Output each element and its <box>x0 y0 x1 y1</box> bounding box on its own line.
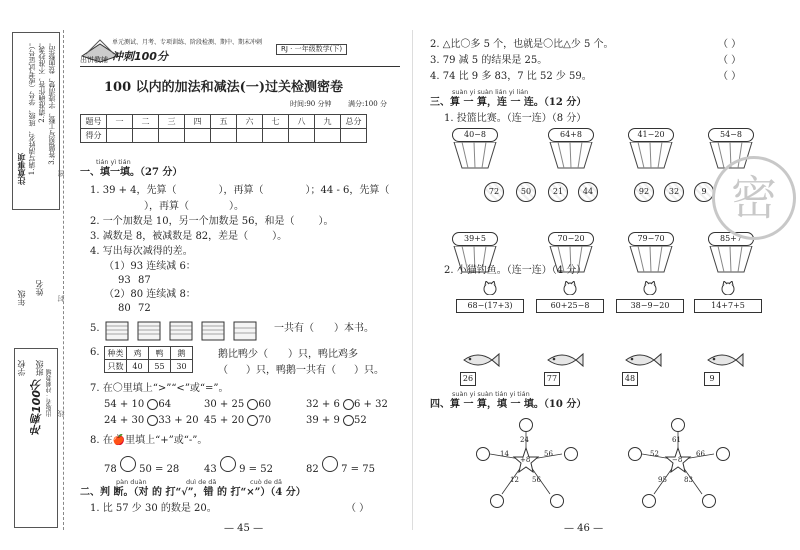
q6-text-d: ）只，鸭鹅一共有（ <box>246 365 336 376</box>
star1-br: 56 <box>532 476 541 484</box>
cat-expression: 14+7+5 <box>694 299 762 313</box>
q6-row-1: 40 <box>127 360 149 373</box>
q1-line2 <box>104 200 244 213</box>
school-label: 学校 <box>17 360 26 376</box>
s4-heading: 四、算 一 算，填 一 填。（10 分） <box>430 399 587 410</box>
basket-net-icon <box>548 142 594 170</box>
q2-text-a: 2. 一个加数是 10，另一个加数是 56，和是（ <box>90 216 295 227</box>
cat-2[interactable] <box>616 280 686 313</box>
q6-text-b: ）只，鸭比鸡多 <box>288 349 358 360</box>
score-header-8: 八 <box>289 115 315 129</box>
score-cell[interactable] <box>133 129 159 143</box>
q6-text-e: ）只。 <box>354 365 384 376</box>
ball-6[interactable]: 9 <box>694 182 714 202</box>
star1-right: 56 <box>544 450 553 458</box>
star2-br: 83 <box>684 476 693 484</box>
notice-title: 注意事项 <box>16 153 26 185</box>
s2-pinyin-2: cuò de dǎ <box>250 478 283 486</box>
q7-item-0 <box>104 398 171 411</box>
cut-mark-3: 线 <box>57 410 65 417</box>
s4-pinyin: suàn yi suàn tián yi tián <box>452 390 530 398</box>
q8-2-left: 82 <box>306 464 319 475</box>
star1-right-circle[interactable] <box>564 447 578 461</box>
q6-row-2: 55 <box>149 360 171 373</box>
ball-0[interactable]: 72 <box>484 182 504 202</box>
star2-bl: 95 <box>658 476 667 484</box>
fish-number: 77 <box>544 372 560 386</box>
basket-bottom-2[interactable] <box>628 232 678 278</box>
score-table <box>80 114 367 143</box>
basket-net-icon <box>708 246 754 274</box>
q3-text-a: 3. 减数是 8，被减数是 82，差是（ <box>90 231 249 242</box>
r-q3: 3. 79 减 5 的结果是 25。 <box>430 55 548 66</box>
compare-circle[interactable] <box>247 415 258 426</box>
q8-item-0 <box>104 456 179 476</box>
score-header-0: 题号 <box>81 115 107 129</box>
q1-line1 <box>90 184 389 197</box>
q5-text-b: 一共有（ <box>274 323 314 334</box>
basket-label: 64+8 <box>548 128 594 142</box>
r-q2: 2. △比〇多 5 个，也就是〇比△少 5 个。 <box>430 39 614 50</box>
fish-icon <box>460 352 500 368</box>
class-label: 班级 <box>35 360 44 376</box>
s2-pinyin-0: pàn duàn <box>116 478 147 486</box>
score-row-label: 得分 <box>81 129 107 143</box>
fish-0[interactable] <box>460 352 500 386</box>
q7-5-left: 39 + 9 <box>306 415 340 426</box>
star2-br-circle[interactable] <box>702 494 716 508</box>
fish-1[interactable] <box>544 352 584 386</box>
basket-net-icon <box>628 142 674 170</box>
star-diagram-1 <box>472 416 582 516</box>
q2 <box>90 215 334 228</box>
fish-number: 48 <box>622 372 638 386</box>
q7-1-left: 30 + 25 <box>204 399 245 410</box>
q7-item-3 <box>104 414 199 427</box>
q7-1-right: 60 <box>258 399 272 410</box>
star2-center: −8 <box>672 456 683 464</box>
q7-item-4 <box>204 414 271 427</box>
star2-bl-circle[interactable] <box>642 494 656 508</box>
q6-number: 6. <box>90 347 100 358</box>
cut-mark-1: 密 <box>57 170 65 177</box>
strip-publisher: 出版者：冲刺教辅 <box>46 369 53 417</box>
s2-q1: 1. 比 57 少 30 的数是 20。 <box>90 503 217 514</box>
star1-center: +8 <box>520 456 531 464</box>
compare-circle[interactable] <box>147 415 158 426</box>
notice-line-3: 3.答题须写工整，字迹清楚，卷面整洁。 <box>48 39 56 165</box>
s3-q1: 1. 投篮比赛。（连一连）（8 分） <box>444 113 587 124</box>
q7: 7. 在〇里填上“>”“<”或“=”。 <box>90 383 229 394</box>
score-cell[interactable] <box>341 129 367 143</box>
book-stacks-icon <box>104 318 264 342</box>
q7-2-left: 32 + 6 <box>306 399 340 410</box>
cat-expression: 60+25−8 <box>536 299 604 313</box>
notice-line-1: 1.请写清姓名、班级、学号（或考试证号）。 <box>28 39 36 176</box>
q6-row-3: 30 <box>171 360 193 373</box>
paper-title: 100 以内的加法和减法(一)过关检测密卷 <box>104 80 343 95</box>
q6-row-0: 只数 <box>105 360 127 373</box>
q8-item-1 <box>204 456 273 476</box>
score-header-2: 二 <box>133 115 159 129</box>
q4-1-v1: 87 <box>138 275 151 286</box>
fish-icon <box>622 352 662 368</box>
brand-box <box>14 348 58 528</box>
header-badge: RJ · 一年级数学(下) <box>276 44 347 55</box>
q6-header-3: 鹅 <box>171 347 193 360</box>
score-header-10: 总分 <box>341 115 367 129</box>
apple-icon[interactable] <box>322 456 338 472</box>
s3-heading: 三、算 一 算，连 一 连。（12 分） <box>430 97 587 108</box>
star1-left-circle[interactable] <box>476 447 490 461</box>
s3-q2: 2. 小猫钓鱼。（连一连）（4 分） <box>444 265 587 276</box>
q5-text <box>274 322 374 335</box>
cat-expression: 68−(17+3) <box>456 299 524 313</box>
star2-right-circle[interactable] <box>716 447 730 461</box>
star2-left-circle[interactable] <box>628 447 642 461</box>
basket-label: 70−20 <box>548 232 594 246</box>
q2-text-b: ）。 <box>318 216 334 227</box>
star1-bl-circle[interactable] <box>490 494 504 508</box>
q8: 8. 在🍎里填上“+”或“-”。 <box>90 435 208 446</box>
ball-3[interactable]: 44 <box>578 182 598 202</box>
star2-left: 52 <box>650 450 659 458</box>
cat-icon <box>718 281 738 295</box>
q8-item-2 <box>306 456 375 476</box>
binding-strip <box>10 30 64 530</box>
star1-bl: 12 <box>510 476 519 484</box>
q3-text-b: ）。 <box>272 231 288 242</box>
q8-0-right: 50 = 28 <box>139 464 180 475</box>
q6-line1 <box>218 348 358 361</box>
q5-text-c: ）本书。 <box>334 323 374 334</box>
q7-3-right: 33 + 20 <box>158 415 199 426</box>
star2-top-circle[interactable] <box>671 418 685 432</box>
q1-text-d: ），再算（ <box>144 201 189 212</box>
basket-label: 41−20 <box>628 128 674 142</box>
q6-line2 <box>218 364 384 377</box>
ball-5[interactable]: 32 <box>664 182 684 202</box>
q7-4-left: 45 + 20 <box>204 415 245 426</box>
score-cell[interactable] <box>211 129 237 143</box>
fish-3[interactable] <box>704 352 744 386</box>
apple-icon[interactable] <box>120 456 136 472</box>
compare-circle[interactable] <box>343 415 354 426</box>
r-q4-paren[interactable]: （ ） <box>718 71 742 82</box>
fish-2[interactable] <box>622 352 662 386</box>
score-header-5: 五 <box>211 115 237 129</box>
paper-full-marks: 满分:100 分 <box>348 100 387 108</box>
paper-time: 时间:90 分钟 <box>290 100 332 108</box>
q4: 4. 写出每次减得的差。 <box>90 246 193 257</box>
q4-2-v0: 80 <box>118 303 131 314</box>
q8-2-right: 7 = 75 <box>341 464 375 475</box>
q4-2-v1: 72 <box>138 303 151 314</box>
name-label: 姓名 <box>35 280 44 296</box>
fish-icon <box>544 352 584 368</box>
r-q2-paren[interactable]: （ ） <box>718 39 742 50</box>
r-q4: 4. 74 比 9 多 83，7 比 52 少 59。 <box>430 71 592 82</box>
q6-header-2: 鸭 <box>149 347 171 360</box>
cat-1[interactable] <box>536 280 606 313</box>
fish-icon <box>704 352 744 368</box>
s2-pinyin-1: duì de dǎ <box>186 478 217 486</box>
q8-1-left: 43 <box>204 464 217 475</box>
score-cell[interactable] <box>185 129 211 143</box>
q7-2-right: 6 + 32 <box>354 399 388 410</box>
cat-0[interactable] <box>456 280 526 313</box>
ball-2[interactable]: 21 <box>548 182 568 202</box>
q7-item-2 <box>306 398 388 411</box>
header-rule <box>80 66 400 67</box>
q1-text-e: ）。 <box>229 201 244 212</box>
page-number-right: — 46 — <box>564 523 604 534</box>
q7-item-1 <box>204 398 271 411</box>
notice-line-2: 2.请准确作答，不准抄袭。 <box>38 39 46 123</box>
star2-top: 61 <box>672 436 681 444</box>
basket-label: 54−8 <box>708 128 754 142</box>
cat-icon <box>640 281 660 295</box>
q1-text-a: 1. 39 + 4，先算（ <box>90 185 177 196</box>
basket-label: 85+7 <box>708 232 754 246</box>
score-header-9: 九 <box>315 115 341 129</box>
ball-4[interactable]: 92 <box>634 182 654 202</box>
apple-icon[interactable] <box>220 456 236 472</box>
q7-0-right: 64 <box>158 399 172 410</box>
score-header-4: 四 <box>185 115 211 129</box>
score-cell[interactable] <box>315 129 341 143</box>
s2-heading: 二、判 断。（对 的 打“√”，错 的 打“×”）（4 分） <box>80 487 306 498</box>
q7-item-5 <box>306 414 367 427</box>
compare-circle[interactable] <box>247 399 258 410</box>
q1-text-c: ）；44 - 6，先算（ <box>305 185 390 196</box>
cat-expression: 38−9−20 <box>616 299 684 313</box>
secret-stamp: 密 <box>712 156 796 240</box>
basket-label: 79−70 <box>628 232 674 246</box>
strip-brand: 冲刺100分 <box>30 379 43 435</box>
q6-table <box>104 346 193 373</box>
score-cell[interactable] <box>289 129 315 143</box>
compare-circle[interactable] <box>147 399 158 410</box>
notice-box <box>12 32 60 210</box>
header-brand-small: 出饼教辅 <box>80 56 108 64</box>
basket-label: 40−8 <box>452 128 498 142</box>
s2-q1-paren[interactable]: （ ） <box>346 503 370 514</box>
star-diagram-2 <box>624 416 734 516</box>
s1-heading: 一、填一填。（27 分） <box>80 167 183 178</box>
score-header-3: 三 <box>159 115 185 129</box>
q7-5-right: 52 <box>354 415 367 426</box>
cat-icon <box>560 281 580 295</box>
s3-pinyin: suàn yi suàn lián yi lián <box>452 88 529 96</box>
score-header-1: 一 <box>107 115 133 129</box>
q7-3-left: 24 + 30 <box>104 415 145 426</box>
star1-left: 14 <box>500 450 509 458</box>
r-q3-paren[interactable]: （ ） <box>718 55 742 66</box>
score-header-6: 六 <box>237 115 263 129</box>
q3 <box>90 230 287 243</box>
score-cell[interactable] <box>263 129 289 143</box>
s1-pinyin: tián yì tián <box>96 158 131 166</box>
center-divider <box>412 30 413 530</box>
q6-header-0: 种类 <box>105 347 127 360</box>
q8-0-left: 78 <box>104 464 117 475</box>
score-header-7: 七 <box>263 115 289 129</box>
star1-top-circle[interactable] <box>519 418 533 432</box>
grade-label: 年级 <box>17 290 26 306</box>
cat-3[interactable] <box>694 280 764 313</box>
star2-right: 66 <box>696 450 705 458</box>
header-series: 单元测试、月考、专项训练、阶段检测、期中、期末冲刺 <box>112 39 263 46</box>
basket-top-1[interactable] <box>548 128 598 174</box>
basket-net-icon <box>628 246 674 274</box>
q7-0-left: 54 + 10 <box>104 399 145 410</box>
score-cell[interactable] <box>107 129 133 143</box>
star1-br-circle[interactable] <box>550 494 564 508</box>
q6-text-c: （ <box>218 365 228 376</box>
q6-header-1: 鸡 <box>127 347 149 360</box>
basket-top-0[interactable] <box>452 128 502 174</box>
basket-net-icon <box>452 142 498 170</box>
q7-4-right: 70 <box>258 415 272 426</box>
cut-mark-2: 封 <box>57 295 65 302</box>
star1-top: 24 <box>520 436 529 444</box>
basket-label: 39+5 <box>452 232 498 246</box>
header-brand-title: 冲刺100分 <box>112 50 168 63</box>
fish-number: 26 <box>460 372 476 386</box>
q5-number: 5. <box>90 323 100 334</box>
q1-text-b: ），再算（ <box>218 185 264 196</box>
q4-1: （1）93 连续减 6： <box>104 261 196 272</box>
compare-circle[interactable] <box>343 399 354 410</box>
q8-1-right: 9 = 52 <box>239 464 273 475</box>
cat-icon <box>480 281 500 295</box>
page-number-left: — 45 — <box>224 523 264 534</box>
q4-1-v0: 93 <box>118 275 131 286</box>
q6-text-a: 鹅比鸭少（ <box>218 349 268 360</box>
score-cell[interactable] <box>237 129 263 143</box>
score-cell[interactable] <box>159 129 185 143</box>
q4-2: （2）80 连续减 8： <box>104 289 196 300</box>
fish-number: 9 <box>704 372 720 386</box>
basket-top-2[interactable] <box>628 128 678 174</box>
ball-1[interactable]: 50 <box>516 182 536 202</box>
